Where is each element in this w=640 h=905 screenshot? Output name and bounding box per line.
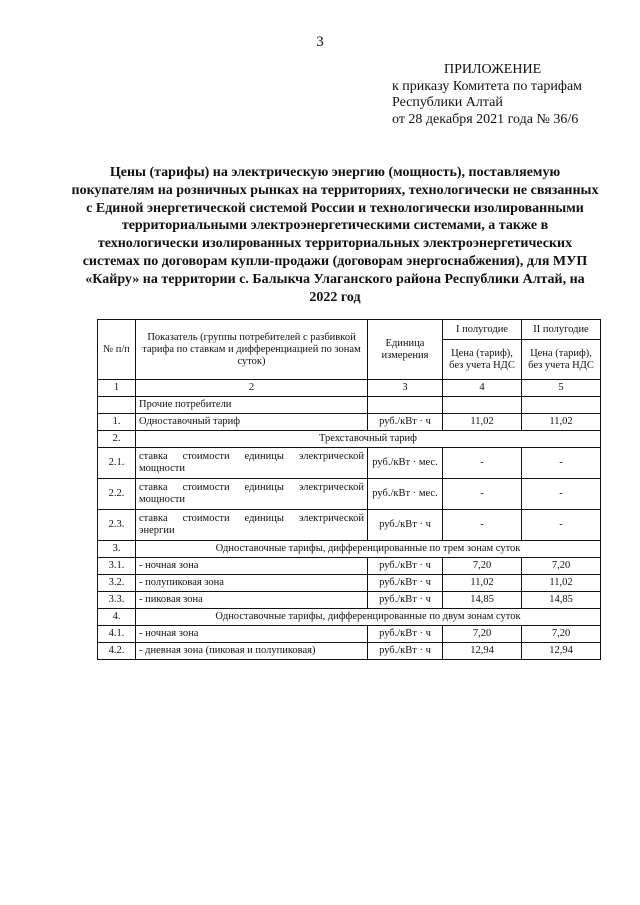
table-row [98,643,601,660]
row-unit: руб./кВт · ч [368,414,443,431]
row-unit: руб./кВт · ч [368,510,443,541]
tariff-table [97,319,601,660]
header-indicator: Показатель (группы потребителей с разбивкой тарифа по ставкам и дифференциацией по зонам суток) [136,320,368,380]
row-num: 2.2. [98,479,136,510]
row-h1: 7,20 [443,558,522,575]
col-number: 3 [368,380,443,397]
col-number: 2 [136,380,368,397]
row-unit: руб./кВт · ч [368,643,443,660]
row-name: - полупиковая зона [136,575,368,592]
row-name: - дневная зона (пиковая и полупиковая) [136,643,368,660]
header-num: № п/п [98,320,136,380]
table-row [98,626,601,643]
header-unit: Единица измерения [368,320,443,380]
table-row [98,575,601,592]
row-h1: 11,02 [443,414,522,431]
row-unit: руб./кВт · ч [368,558,443,575]
row-h2: 12,94 [522,643,601,660]
row-num: 3.1. [98,558,136,575]
row-name: ставка стоимости единицы электрической мощности [136,448,368,479]
row-unit: руб./кВт · мес. [368,479,443,510]
appendix-heading: ПРИЛОЖЕНИЕ [444,62,542,77]
row-unit: руб./кВт · мес. [368,448,443,479]
row-h1: 14,85 [443,592,522,609]
row-unit: руб./кВт · ч [368,592,443,609]
header-price-2: Цена (тариф), без учета НДС [522,340,601,380]
table-row [98,592,601,609]
col-number: 4 [443,380,522,397]
document-title: Цены (тарифы) на электрическую энергию (мощность), поставляемую покупателям на розничных рынках на территориях, технологически не связанных с Единой энергетической системой России и технологически изолированными территориальными электроэнергетическими системами, а также в технологически изолированных территориальных электроэнергетических системах по договорам купли-продажи (договорам энергоснабжения), для МУП «Кайру» на территории с. Балыкча Улаганского района Республики Алтай, на 2022 год [71,165,599,305]
row-h2: 7,20 [522,626,601,643]
section-row [98,431,601,448]
group-label: Прочие потребители [136,397,368,414]
row-num: 3.2. [98,575,136,592]
row-num: 1. [98,414,136,431]
row-name: - ночная зона [136,558,368,575]
row-h2: 7,20 [522,558,601,575]
section-row [98,609,601,626]
row-h1: - [443,510,522,541]
row-unit: руб./кВт · ч [368,626,443,643]
row-h2: - [522,479,601,510]
row-h2: - [522,448,601,479]
appendix-block [392,62,582,128]
row-h1: 11,02 [443,575,522,592]
row-name: Одноставочный тариф [136,414,368,431]
row-name: ставка стоимости единицы электрической мощности [136,479,368,510]
row-h2: 14,85 [522,592,601,609]
header-half-2: II полугодие [522,320,601,340]
header-price-1: Цена (тариф), без учета НДС [443,340,522,380]
section-label: Одноставочные тарифы, дифференцированные по трем зонам суток [136,541,601,558]
row-num: 3.3. [98,592,136,609]
row-name: - пиковая зона [136,592,368,609]
row-h1: 7,20 [443,626,522,643]
row-h1: - [443,448,522,479]
row-h1: - [443,479,522,510]
row-num: 2.1. [98,448,136,479]
row-num: 3. [98,541,136,558]
row-unit: руб./кВт · ч [368,575,443,592]
group-row [98,397,601,414]
row-h2: 11,02 [522,414,601,431]
table-row [98,414,601,431]
appendix-line-1: к приказу Комитета по тарифам [392,78,583,94]
table-row [98,510,601,541]
appendix-line-3: от 28 декабря 2021 года № 36/6 [392,111,579,127]
section-label: Одноставочные тарифы, дифференцированные по двум зонам суток [136,609,601,626]
col-number: 1 [98,380,136,397]
appendix-line-2: Республики Алтай [392,95,503,110]
col-number: 5 [522,380,601,397]
row-num: 4. [98,609,136,626]
row-num: 4.1. [98,626,136,643]
page-number: 3 [316,34,324,50]
column-numbers-row [98,380,601,397]
row-num: 2.3. [98,510,136,541]
row-name: ставка стоимости единицы электрической энергии [136,510,368,541]
section-row [98,541,601,558]
table-row [98,558,601,575]
section-label: Трехставочный тариф [136,431,601,448]
row-num: 2. [98,431,136,448]
table-row [98,448,601,479]
row-h2: - [522,510,601,541]
row-h2: 11,02 [522,575,601,592]
row-name: - ночная зона [136,626,368,643]
row-num: 4.2. [98,643,136,660]
header-half-1: I полугодие [443,320,522,340]
table-row [98,479,601,510]
row-h1: 12,94 [443,643,522,660]
